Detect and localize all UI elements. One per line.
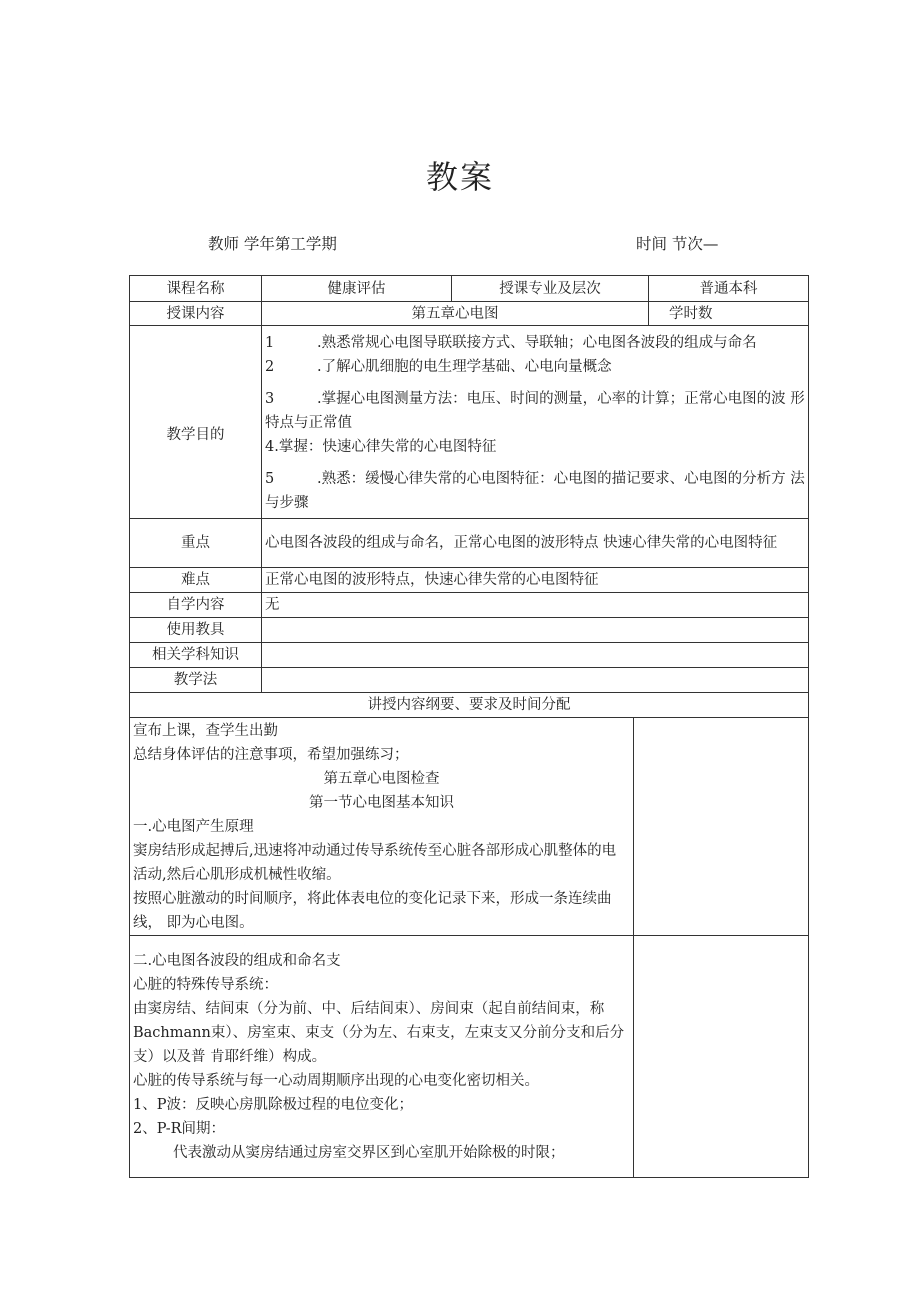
class-hours-label: 学时数 (649, 302, 809, 326)
difficulty-value: 正常心电图的波形特点，快速心律失常的心电图特征 (262, 568, 809, 593)
major-level-value: 普通本科 (649, 276, 809, 302)
paragraph: 窦房结形成起搏后,迅速将冲动通过传导系统传至心脏各部形成心肌整体的电 活动,然后心肌形成机械性收缩。 (133, 842, 617, 883)
section-1-notes (634, 718, 809, 936)
chapter-heading: 第五章心电图检查 (323, 770, 440, 787)
objectives-label: 教学目的 (130, 326, 262, 519)
section-2-notes (634, 936, 809, 1178)
list-item: 1、P波：反映心房肌除极过程的电位变化； (133, 1096, 413, 1113)
key-points-value: 心电图各波段的组成与命名，正常心电图的波形特点 快速心律失常的心电图特征 (262, 519, 809, 568)
objectives-list (262, 326, 809, 519)
objective-item: 4.掌握：快速心律失常的心电图特征 (265, 439, 497, 455)
teacher-term-info: 教师 学年第工学期 (208, 235, 337, 253)
list-item-description: 代表激动从窦房结通过房室交界区到心室肌开始除极的时限； (173, 1144, 565, 1161)
self-study-value: 无 (262, 593, 809, 618)
lesson-plan-table (129, 275, 809, 1178)
teaching-method-label: 教学法 (130, 668, 262, 693)
section-1-content (130, 718, 634, 936)
teaching-tools-label: 使用教具 (130, 618, 262, 643)
related-knowledge-value (262, 643, 809, 668)
document-title: 教案 (425, 158, 494, 196)
related-knowledge-label: 相关学科知识 (130, 643, 262, 668)
key-points-label: 重点 (130, 519, 262, 568)
time-period-info: 时间 节次— (636, 235, 719, 253)
text-line: 心脏的传导系统与每一心动周期顺序出现的心电变化密切相关。 (133, 1072, 539, 1089)
objective-item: 1 .熟悉常规心电图导联联接方式、导联轴；心电图各波段的组成与命名 (265, 335, 757, 351)
list-item: 2、P-R间期： (133, 1120, 226, 1137)
teaching-method-value (262, 668, 809, 693)
objective-item: 3 .掌握心电图测量方法：电压、时间的测量，心率的计算；正常心电图的波 形特点与正常值 (265, 391, 805, 431)
text-line: 总结身体评估的注意事项，希望加强练习； (133, 746, 409, 763)
teaching-content-value: 第五章心电图 (262, 302, 649, 326)
course-name-value: 健康评估 (262, 276, 452, 302)
section-2-content (130, 936, 634, 1178)
course-name-label: 课程名称 (130, 276, 262, 302)
section-heading: 第一节心电图基本知识 (309, 794, 454, 811)
major-level-label: 授课专业及层次 (452, 276, 649, 302)
subsection-heading: 一.心电图产生原理 (133, 818, 254, 835)
text-line: 宣布上课，查学生出勤 (133, 722, 278, 739)
objective-item: 5 .熟悉：缓慢心律失常的心电图特征：心电图的描记要求、心电图的分析方 法与步骤 (265, 471, 805, 511)
outline-header: 讲授内容纲要、要求及时间分配 (130, 693, 809, 718)
teaching-tools-value (262, 618, 809, 643)
teaching-content-label: 授课内容 (130, 302, 262, 326)
paragraph: 按照心脏激动的时间顺序，将此体表电位的变化记录下来，形成一条连续曲线， 即为心电图。 (133, 890, 612, 931)
self-study-label: 自学内容 (130, 593, 262, 618)
text-line: 心脏的特殊传导系统： (133, 976, 278, 993)
difficulty-label: 难点 (130, 568, 262, 593)
subsection-heading: 二.心电图各波段的组成和命名支 (133, 952, 341, 969)
paragraph: 由窦房结、结间束（分为前、中、后结间束）、房间束（起自前结间束，称Bachmann束）、房室束、束支（分为左、右束支，左束支又分前分支和后分支）以及普 肯耶纤维）构成。 (133, 1000, 625, 1065)
objective-item: 2 .了解心肌细胞的电生理学基础、心电向量概念 (265, 359, 612, 375)
